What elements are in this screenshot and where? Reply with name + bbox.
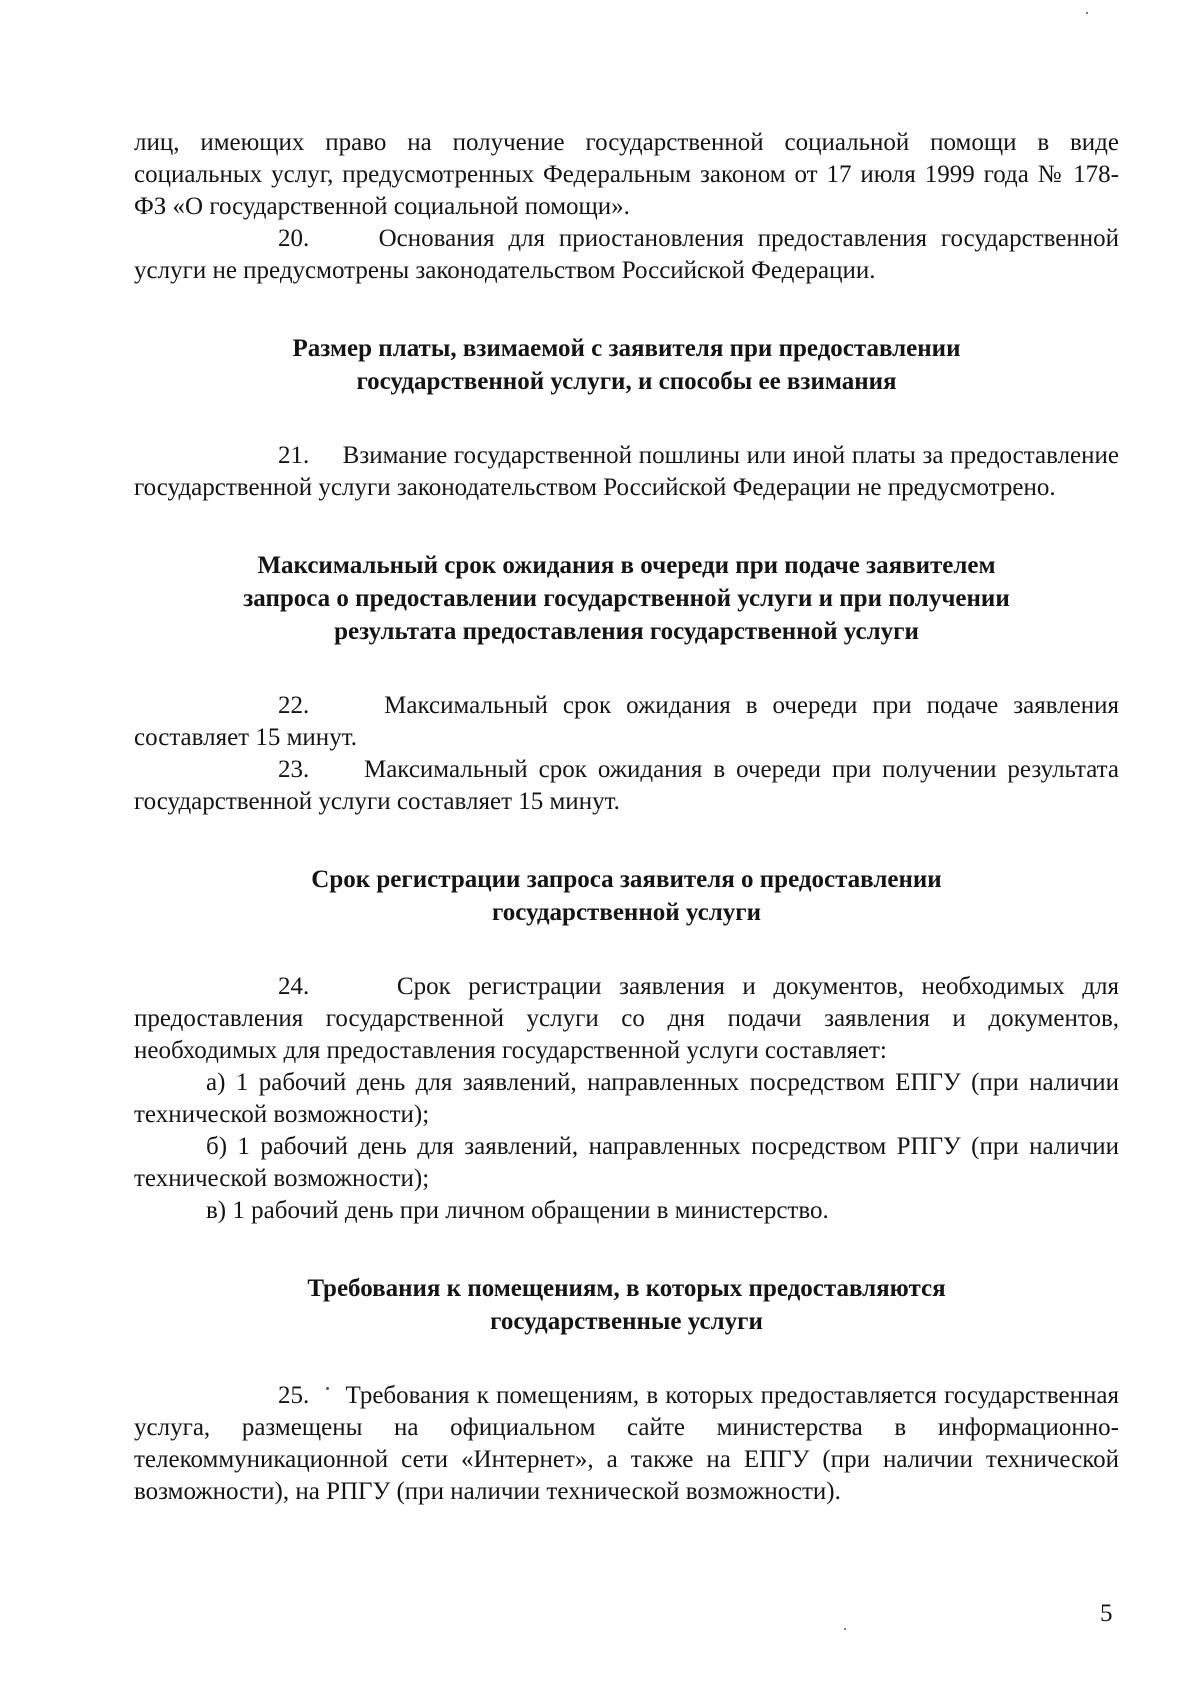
paragraph-text: Срок регистрации заявления и документов, необходимых для предоставления государственной услуги со дня подачи заявления и документов, необходимых для предоставления государственной услуги составляет: — [134, 973, 1119, 1064]
paragraph-text: а) 1 рабочий день для заявлений, направленных посредством ЕПГУ (при наличии технической возможности); — [134, 1069, 1119, 1128]
section-heading-line: Требования к помещениям, в которых предоставляются — [307, 1275, 946, 1302]
section-heading-line: государственные услуги — [490, 1308, 763, 1335]
section-heading-line: Срок регистрации запроса заявителя о предоставлении — [311, 866, 942, 893]
paragraph-text: Максимальный срок ожидания в очереди при подаче заявления составляет 15 минут. — [134, 692, 1119, 751]
paragraph-text: лиц, имеющих право на получение государственной социальной помощи в виде социальных услуг, предусмотренных Федеральным законом от 17 июля 1999 года № 178-ФЗ «О государственной социальной помощи». — [134, 129, 1119, 220]
section-heading — [134, 332, 1119, 398]
paragraph — [134, 1195, 1119, 1227]
scan-speck — [326, 1387, 329, 1390]
paragraph-number: 20. — [278, 225, 310, 252]
spacer — [134, 504, 1119, 549]
paragraph — [134, 1131, 1119, 1195]
paragraph-text: б) 1 рабочий день для заявлений, направленных посредством РПГУ (при наличии технической возможности); — [134, 1133, 1119, 1192]
section-heading-line: Размер платы, взимаемой с заявителя при предоставлении — [292, 335, 961, 362]
spacer — [134, 818, 1119, 863]
spacer — [134, 929, 1119, 971]
spacer — [134, 398, 1119, 440]
paragraph-text: Максимальный срок ожидания в очереди при получении результата государственной услуги составляет 15 минут. — [134, 756, 1119, 815]
scan-speck — [844, 1628, 846, 1630]
numbered-paragraph — [134, 440, 1119, 504]
section-heading-line: результата предоставления государственной услуги — [334, 618, 919, 645]
paragraph-number: 22. — [278, 692, 310, 719]
page-number: 5 — [1100, 1600, 1113, 1627]
paragraph-number: 21. — [278, 442, 310, 469]
section-heading-line: Максимальный срок ожидания в очереди при подаче заявителем — [257, 552, 996, 579]
paragraph — [134, 127, 1119, 223]
section-heading-line: государственной услуги — [491, 899, 762, 926]
numbered-paragraph — [134, 754, 1119, 818]
spacer — [134, 1227, 1119, 1272]
paragraph-text: Требования к помещениям, в которых предоставляется государственная услуга, размещены на официальном сайте министерства в информационно-телекоммуникационной сети «Интернет», а также на ЕПГУ (при наличии технической возможности), на РПГУ (при наличии технической возможности). — [134, 1382, 1120, 1505]
paragraph-text: Основания для приостановления предоставления государственной услуги не предусмотрены законодательством Российской Федерации. — [134, 225, 1119, 284]
paragraph-number: 25. — [278, 1382, 310, 1409]
spacer — [134, 1338, 1119, 1380]
numbered-paragraph — [134, 1380, 1119, 1508]
section-heading-line: запроса о предоставлении государственной услуги и при получении — [243, 585, 1010, 612]
paragraph-text: Взимание государственной пошлины или иной платы за предоставление государственной услуги законодательством Российской Федерации не предусмотрено. — [134, 442, 1119, 501]
section-heading — [134, 863, 1119, 929]
spacer — [134, 287, 1119, 332]
paragraph — [134, 1067, 1119, 1131]
paragraph-number: 23. — [278, 756, 310, 783]
spacer — [134, 648, 1119, 690]
numbered-paragraph — [134, 223, 1119, 287]
paragraph-number: 24. — [278, 973, 310, 1000]
paragraph-text: в) 1 рабочий день при личном обращении в министерство. — [206, 1197, 829, 1224]
numbered-paragraph — [134, 971, 1119, 1067]
document-body — [134, 127, 1119, 1508]
section-heading — [134, 1272, 1119, 1338]
scan-speck — [1086, 12, 1088, 14]
numbered-paragraph — [134, 690, 1119, 754]
section-heading-line: государственной услуги, и способы ее взимания — [356, 368, 897, 395]
section-heading — [134, 549, 1119, 648]
